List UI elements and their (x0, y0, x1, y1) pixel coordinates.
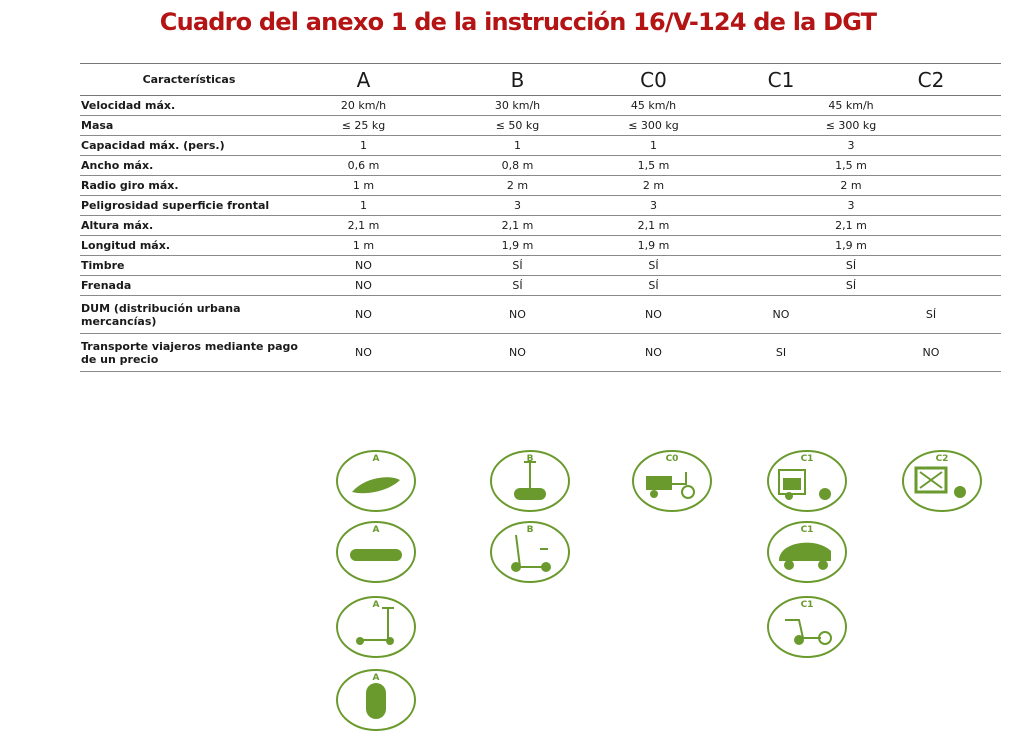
header-caracteristicas: Características (80, 64, 298, 96)
table-row (80, 256, 1001, 276)
cell-c0: 45 km/h (606, 96, 701, 116)
cell-c1-c2: SÍ (701, 256, 1001, 276)
cell-b: 0,8 m (429, 156, 606, 176)
row-label: Frenada (80, 276, 298, 296)
cell-a: NO (298, 334, 429, 372)
cell-b: 30 km/h (429, 96, 606, 116)
table-row (80, 156, 1001, 176)
cell-c1-c2: ≤ 300 kg (701, 116, 1001, 136)
header-c2: C2 (861, 64, 1001, 96)
row-label: Capacidad máx. (pers.) (80, 136, 298, 156)
cell-c0: 1,9 m (606, 236, 701, 256)
row-label: DUM (distribución urbana mercancías) (80, 296, 298, 334)
cell-c1-c2: 3 (701, 136, 1001, 156)
cell-a: NO (298, 256, 429, 276)
table-row (80, 136, 1001, 156)
cell-a: ≤ 25 kg (298, 116, 429, 136)
cell-b: NO (429, 296, 606, 334)
characteristics-table (80, 63, 1001, 372)
cell-a: NO (298, 296, 429, 334)
cell-b: 2,1 m (429, 216, 606, 236)
row-label: Ancho máx. (80, 156, 298, 176)
cell-b: SÍ (429, 276, 606, 296)
table-row (80, 276, 1001, 296)
cell-c2: SÍ (861, 296, 1001, 334)
row-label: Peligrosidad superficie frontal (80, 196, 298, 216)
row-label: Altura máx. (80, 216, 298, 236)
cell-a: 0,6 m (298, 156, 429, 176)
cell-c1-c2: 1,5 m (701, 156, 1001, 176)
seated-scooter-icon: B (488, 519, 572, 585)
header-c0: C0 (606, 64, 701, 96)
cell-c0: 2 m (606, 176, 701, 196)
cell-c1: NO (701, 296, 861, 334)
row-label: Timbre (80, 256, 298, 276)
cell-b: SÍ (429, 256, 606, 276)
cell-c0: 2,1 m (606, 216, 701, 236)
cell-a: 1 m (298, 236, 429, 256)
header-b: B (429, 64, 606, 96)
cell-c0: NO (606, 296, 701, 334)
cell-a: 1 m (298, 176, 429, 196)
table-row (80, 236, 1001, 256)
table-row (80, 196, 1001, 216)
table-header-row (80, 64, 1001, 96)
cell-c1-c2: 2,1 m (701, 216, 1001, 236)
row-label: Longitud máx. (80, 236, 298, 256)
row-label: Transporte viajeros mediante pago de un precio (80, 334, 298, 372)
covered-trike-icon: C1 (765, 519, 849, 585)
cell-a: 1 (298, 196, 429, 216)
cell-c1: SI (701, 334, 861, 372)
table-row (80, 116, 1001, 136)
table-row (80, 96, 1001, 116)
page-title: Cuadro del anexo 1 de la instrucción 16/V-124 de la DGT (159, 8, 877, 36)
cell-a: 20 km/h (298, 96, 429, 116)
header-a: A (298, 64, 429, 96)
cell-c0: 3 (606, 196, 701, 216)
table-row (80, 334, 1001, 372)
hoverboard-icon: A (334, 519, 418, 585)
row-label: Masa (80, 116, 298, 136)
row-label: Radio giro máx. (80, 176, 298, 196)
cell-b: 3 (429, 196, 606, 216)
row-label: Velocidad máx. (80, 96, 298, 116)
cell-c0: 1,5 m (606, 156, 701, 176)
header-c1: C1 (701, 64, 861, 96)
cell-c1-c2: 3 (701, 196, 1001, 216)
table-row (80, 216, 1001, 236)
cell-b: 2 m (429, 176, 606, 196)
cell-b: 1,9 m (429, 236, 606, 256)
cell-c2: NO (861, 334, 1001, 372)
cell-a: 1 (298, 136, 429, 156)
table-row (80, 296, 1001, 334)
kick-scooter-icon: A (334, 594, 418, 660)
cell-c0: 1 (606, 136, 701, 156)
cell-c0: ≤ 300 kg (606, 116, 701, 136)
cell-c1-c2: 1,9 m (701, 236, 1001, 256)
monowheel-icon: A (334, 667, 418, 733)
hoverboard-disc-icon: A (334, 448, 418, 514)
cell-b: 1 (429, 136, 606, 156)
cell-c1-c2: SÍ (701, 276, 1001, 296)
cell-c0: SÍ (606, 256, 701, 276)
cargo-front-trike-icon: C1 (765, 594, 849, 660)
segway-icon: B (488, 448, 572, 514)
cell-b: ≤ 50 kg (429, 116, 606, 136)
cell-c1-c2: 45 km/h (701, 96, 1001, 116)
table-row (80, 176, 1001, 196)
cargo-trike-icon: C0 (630, 448, 714, 514)
pedicab-icon: C1 (765, 448, 849, 514)
cell-c0: NO (606, 334, 701, 372)
cell-c0: SÍ (606, 276, 701, 296)
cell-b: NO (429, 334, 606, 372)
cargo-box-trike-icon: C2 (900, 448, 984, 514)
cell-c1-c2: 2 m (701, 176, 1001, 196)
cell-a: NO (298, 276, 429, 296)
cell-a: 2,1 m (298, 216, 429, 236)
